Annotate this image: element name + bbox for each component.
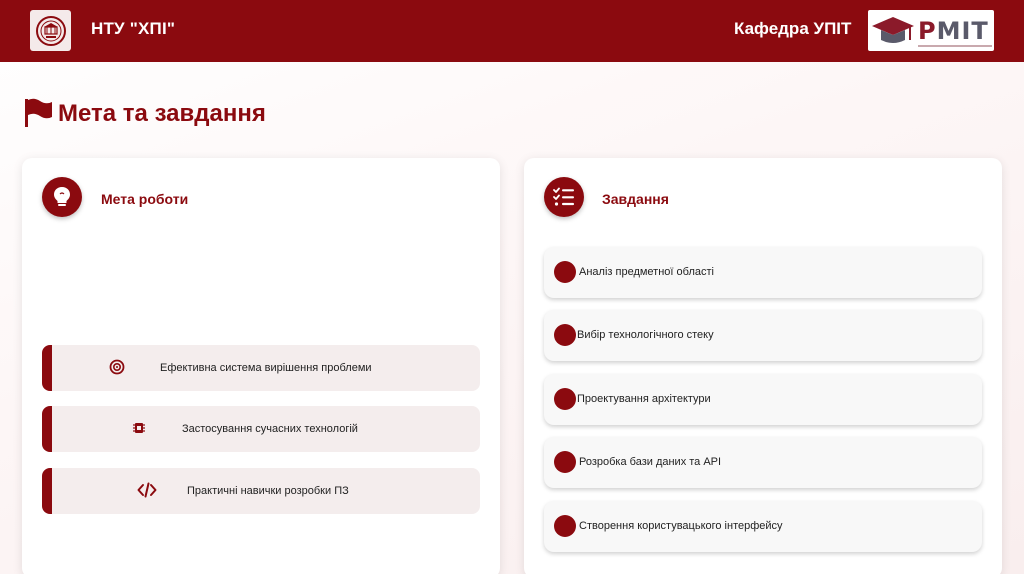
university-seal-icon <box>35 15 67 47</box>
lightbulb-icon <box>42 177 82 217</box>
goal-item <box>42 406 480 452</box>
goal-item <box>42 468 480 514</box>
task-item-label: Вибір технологічного стеку <box>577 329 714 341</box>
task-item <box>544 437 982 488</box>
university-name: НТУ "ХПІ" <box>91 19 176 38</box>
tasks-card-title: Завдання <box>602 191 669 207</box>
task-bullet <box>554 515 576 537</box>
tasks-card <box>524 158 1002 574</box>
flag-icon <box>23 98 53 128</box>
department-logo <box>868 10 994 51</box>
task-item <box>544 501 982 552</box>
graduation-cap-icon <box>870 14 916 48</box>
task-item-label: Аналіз предметної області <box>579 266 714 278</box>
goal-item <box>42 345 480 391</box>
tasks-list-icon <box>544 177 584 217</box>
logo-subtitle-line <box>918 45 992 47</box>
code-icon <box>137 480 157 500</box>
goal-card-title: Мета роботи <box>101 191 189 207</box>
task-item <box>544 247 982 298</box>
department-logo-text: PMIT <box>918 16 989 45</box>
goal-item-label: Застосування сучасних технологій <box>182 423 358 435</box>
task-item <box>544 310 982 361</box>
goal-card <box>22 158 500 574</box>
task-item <box>544 374 982 425</box>
task-item-label: Проектування архітектури <box>577 393 711 405</box>
header-bar <box>0 0 1024 62</box>
goal-item-label: Практичні навички розробки ПЗ <box>187 485 349 497</box>
page-title: Мета та завдання <box>58 100 266 127</box>
task-bullet <box>554 261 576 283</box>
task-bullet <box>554 451 576 473</box>
task-item-label: Створення користувацького інтерфейсу <box>579 520 783 532</box>
target-icon <box>107 357 127 377</box>
task-item-label: Розробка бази даних та API <box>579 456 722 468</box>
task-bullet <box>554 324 576 346</box>
task-bullet <box>554 388 576 410</box>
department-name: Кафедра УПІТ <box>734 19 852 38</box>
chip-icon <box>129 418 149 438</box>
goal-item-label: Ефективна система вирішення проблеми <box>160 362 372 374</box>
university-logo <box>30 10 71 51</box>
